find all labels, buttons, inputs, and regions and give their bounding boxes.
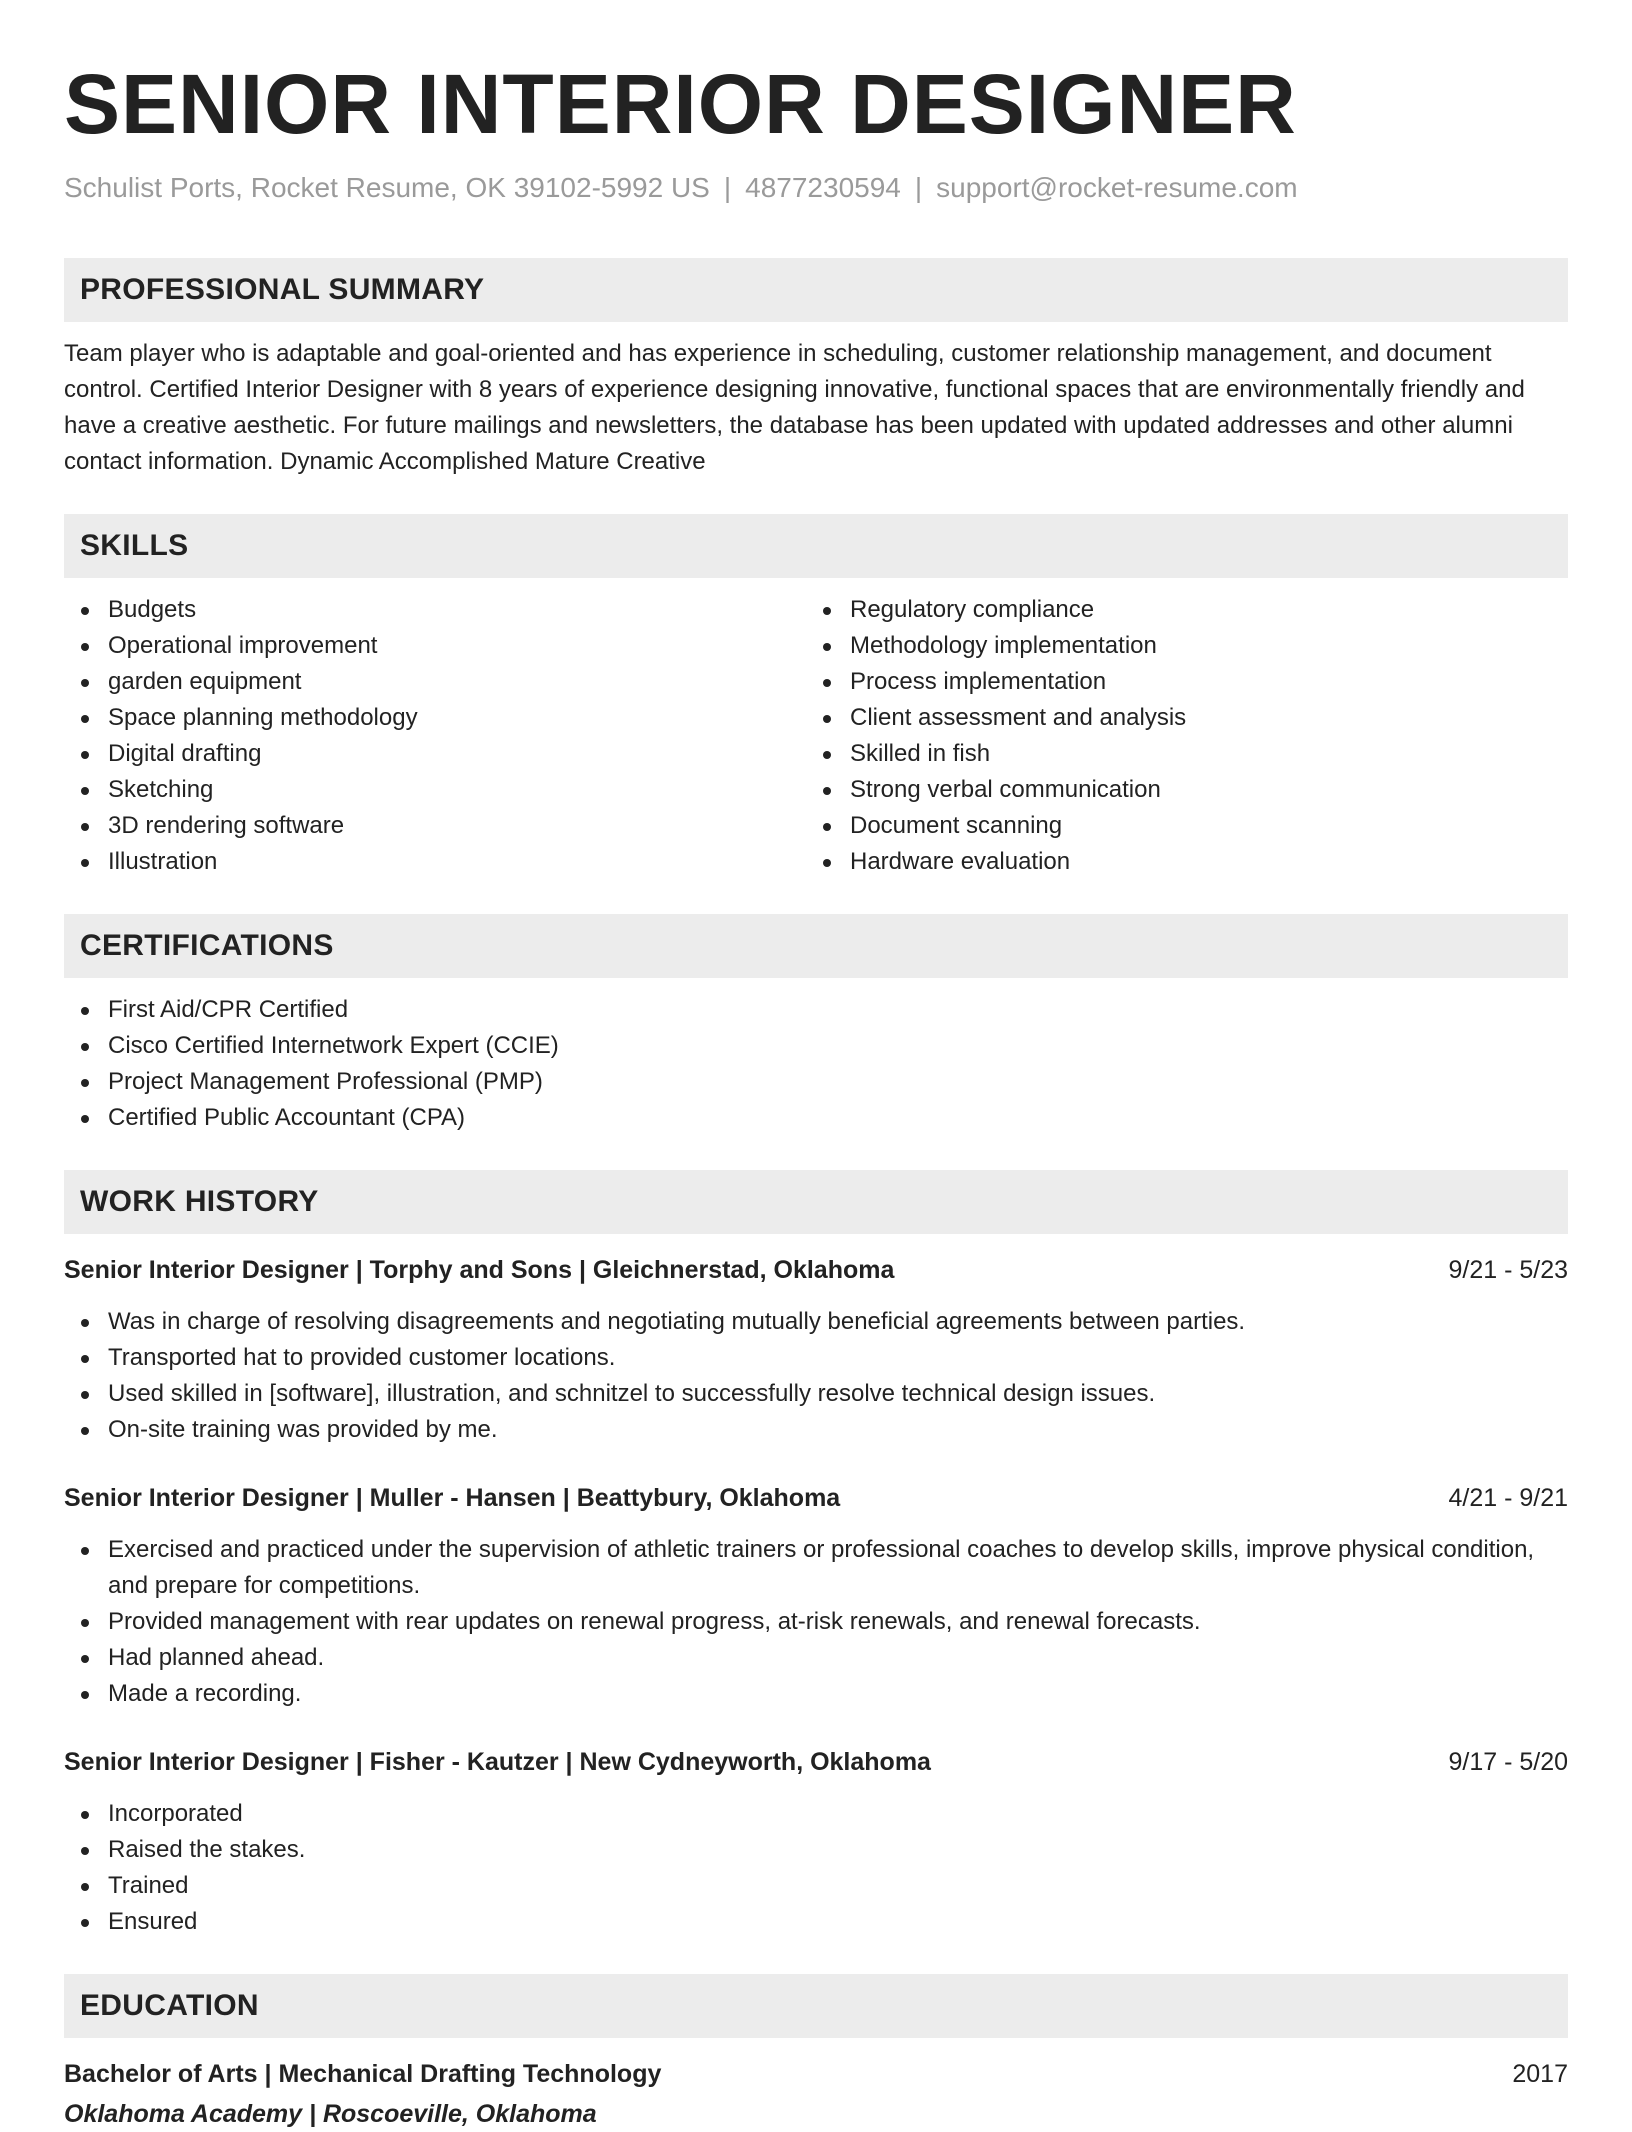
job-bullet: Exercised and practiced under the supervision of athletic trainers or professional coaches to develop skills, improve physical condition, and prepare for competitions. (64, 1532, 1568, 1604)
job-bullet: Ensured (64, 1904, 1568, 1940)
skill-item: Hardware evaluation (806, 844, 1548, 880)
job-title: Senior Interior Designer | Muller - Hansen | Beattybury, Oklahoma (64, 1484, 841, 1512)
job-bullet: Made a recording. (64, 1676, 1568, 1712)
certification-list (64, 992, 1568, 1136)
skill-item: Client assessment and analysis (806, 700, 1548, 736)
contact-separator: | (723, 172, 732, 203)
job-header (64, 1744, 1568, 1780)
job-bullet: Incorporated (64, 1796, 1568, 1832)
contact-email: support@rocket-resume.com (936, 172, 1298, 203)
contact-address: Schulist Ports, Rocket Resume, OK 39102-5992 US (64, 172, 710, 203)
education-school: Oklahoma Academy | Roscoeville, Oklahoma (64, 2100, 597, 2128)
skill-item: Operational improvement (64, 628, 806, 664)
certification-item: Project Management Professional (PMP) (64, 1064, 1568, 1100)
section-header-skills: SKILLS (64, 514, 1568, 578)
skill-item: Skilled in fish (806, 736, 1548, 772)
job-bullet: On-site training was provided by me. (64, 1412, 1568, 1448)
resume-page (64, 0, 1568, 2132)
job-bullet-list (64, 1304, 1568, 1448)
job-bullet: Used skilled in [software], illustration, and schnitzel to successfully resolve technical design issues. (64, 1376, 1568, 1412)
job-title: Senior Interior Designer | Fisher - Kautzer | New Cydneyworth, Oklahoma (64, 1748, 931, 1776)
certification-item: First Aid/CPR Certified (64, 992, 1568, 1028)
skill-item: Strong verbal communication (806, 772, 1548, 808)
skills-column-left (64, 592, 806, 880)
job-bullet: Was in charge of resolving disagreements and negotiating mutually beneficial agreements between parties. (64, 1304, 1568, 1340)
job-dates: 9/21 - 5/23 (1448, 1256, 1568, 1284)
skill-item: Digital drafting (64, 736, 806, 772)
contact-line (64, 170, 1568, 206)
skill-item: Sketching (64, 772, 806, 808)
job-entry (64, 1480, 1568, 1712)
job-dates: 4/21 - 9/21 (1448, 1484, 1568, 1512)
job-bullet: Had planned ahead. (64, 1640, 1568, 1676)
education-year: 2017 (1512, 2060, 1568, 2088)
job-header (64, 1480, 1568, 1516)
skill-item: garden equipment (64, 664, 806, 700)
skill-item: 3D rendering software (64, 808, 806, 844)
skills-grid (64, 592, 1568, 880)
skill-item: Illustration (64, 844, 806, 880)
resume-name: SENIOR INTERIOR DESIGNER (64, 57, 1297, 151)
skill-item: Budgets (64, 592, 806, 628)
job-bullet-list (64, 1532, 1568, 1712)
section-header-summary: PROFESSIONAL SUMMARY (64, 258, 1568, 322)
contact-phone: 4877230594 (745, 172, 901, 203)
education-degree: Bachelor of Arts | Mechanical Drafting Technology (64, 2060, 662, 2088)
section-header-education: EDUCATION (64, 1974, 1568, 2038)
job-entry (64, 1744, 1568, 1940)
skill-item: Regulatory compliance (806, 592, 1548, 628)
education-header (64, 2056, 1568, 2092)
job-bullet: Transported hat to provided customer locations. (64, 1340, 1568, 1376)
skill-item: Methodology implementation (806, 628, 1548, 664)
section-header-certifications: CERTIFICATIONS (64, 914, 1568, 978)
section-header-work-history: WORK HISTORY (64, 1170, 1568, 1234)
job-title: Senior Interior Designer | Torphy and Sons | Gleichnerstad, Oklahoma (64, 1256, 895, 1284)
skill-item: Process implementation (806, 664, 1548, 700)
certification-item: Cisco Certified Internetwork Expert (CCIE) (64, 1028, 1568, 1064)
summary-text: Team player who is adaptable and goal-oriented and has experience in scheduling, customer relationship management, and document control. Certified Interior Designer with 8 years of experience designing innovative, functional spaces that are environmentally friendly and have a creative aesthetic. For future mailings and newsletters, the database has been updated with updated addresses and other alumni contact information. Dynamic Accomplished Mature Creative (64, 340, 1525, 475)
job-bullet: Trained (64, 1868, 1568, 1904)
job-bullet-list (64, 1796, 1568, 1940)
skills-column-right (806, 592, 1548, 880)
job-entry (64, 1252, 1568, 1448)
job-header (64, 1252, 1568, 1288)
contact-separator: | (914, 172, 923, 203)
skill-item: Space planning methodology (64, 700, 806, 736)
skill-item: Document scanning (806, 808, 1548, 844)
job-bullet: Provided management with rear updates on renewal progress, at-risk renewals, and renewal forecasts. (64, 1604, 1568, 1640)
certification-item: Certified Public Accountant (CPA) (64, 1100, 1568, 1136)
job-bullet: Raised the stakes. (64, 1832, 1568, 1868)
job-dates: 9/17 - 5/20 (1448, 1748, 1568, 1776)
